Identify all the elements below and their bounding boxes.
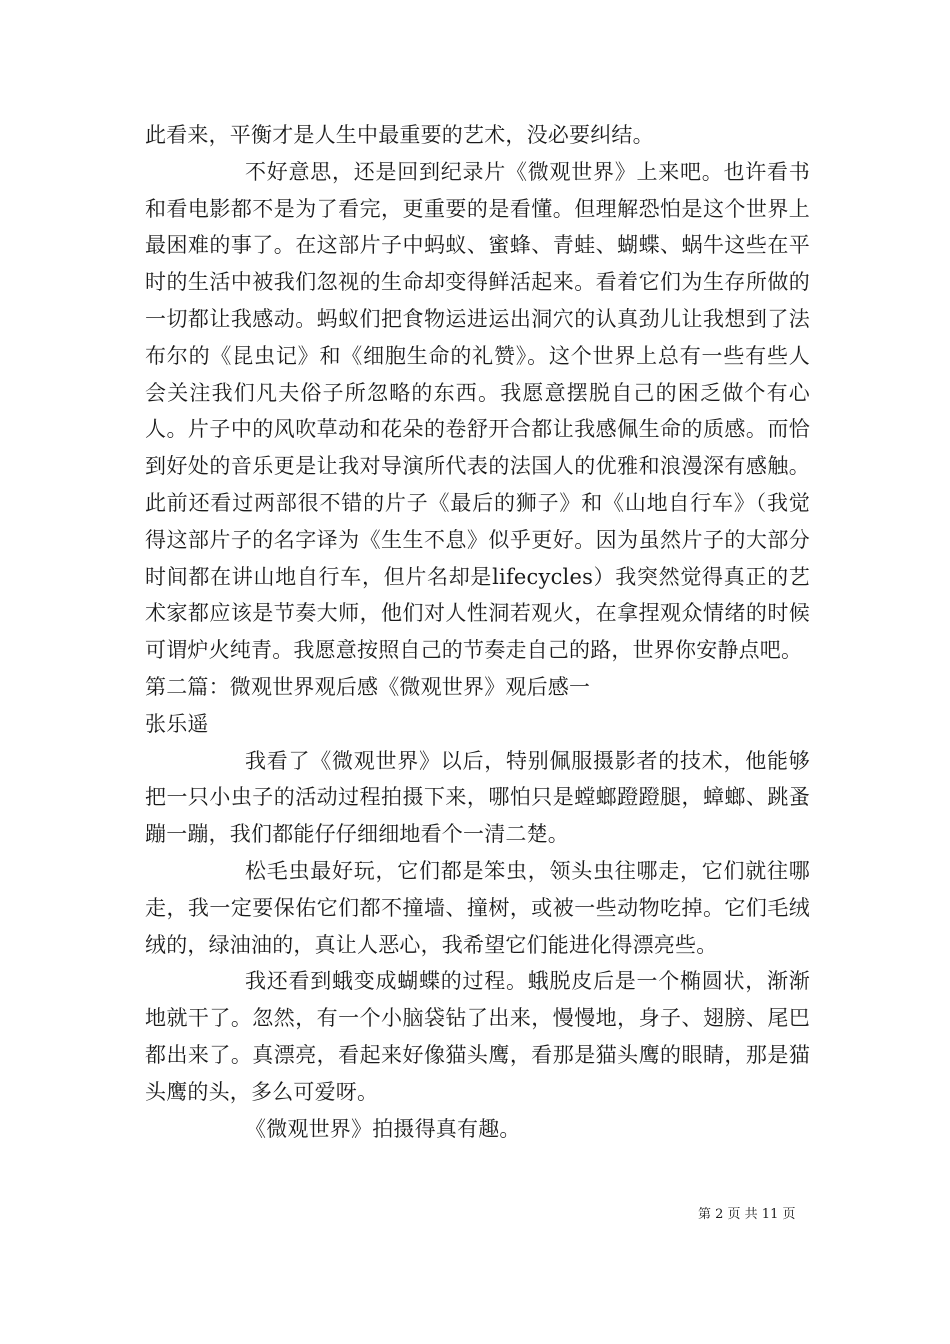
paragraph-butterfly: 我还看到蛾变成蝴蝶的过程。蛾脱皮后是一个椭圆状，渐渐地就干了。忽然，有一个小脑袋钻了出来，慢慢地，身子、翅膀、尾巴都出来了。真漂亮，看起来好像猫头鹰，看那是猫头鹰的眼睛，那是猫头鹰的头，多么可爱呀。 [145,969,810,1104]
paragraph-caterpillar: 松毛虫最好玩，它们都是笨虫，领头虫往哪走，它们就往哪走，我一定要保佑它们都不撞墙、撞树，或被一些动物吃掉。它们毛绒绒的，绿油油的，真让人恶心，我希望它们能进化得漂亮些。 [145,858,810,957]
paragraph-photographer: 我看了《微观世界》以后，特别佩服摄影者的技术，他能够把一只小虫子的活动过程拍摄下来，哪怕只是螳螂蹬蹬腿，蟑螂、跳蚤蹦一蹦，我们都能仔仔细细地看个一清二楚。 [145,748,810,847]
author-name: 张乐遥 [145,711,209,736]
paragraph-documentary-review: 不好意思，还是回到纪录片《微观世界》上来吧。也许看书和看电影都不是为了看完，更重要的是看懂。但理解恐怕是这个世界上最困难的事了。在这部片子中蚂蚁、蜜蜂、青蛙、蝴蝶、蜗牛这些在平时的生活中被我们忽视的生命却变得鲜活起来。看着它们为生存所做的一切都让我感动。蚂蚁们把食物运进运出洞穴的认真劲儿让我想到了法布尔的《昆虫记》和《细胞生命的礼赞》。这个世界上总有一些有些人会关注我们凡夫俗子所忽略的东西。我愿意摆脱自己的困乏做个有心人。片子中的风吹草动和花朵的卷舒开合都让我感佩生命的质感。而恰到好处的音乐更是让我对导演所代表的法国人的优雅和浪漫深有感触。此前还看过两部很不错的片子《最后的狮子》和《山地自行车》（我觉得这部片子的名字译为《生生不息》似乎更好。因为虽然片子的大部分时间都在讲山地自行车，但片名却是lifecycles）我突然觉得真正的艺术家都应该是节奏大师，他们对人性洞若观火，在拿捏观众情绪的时候可谓炉火纯青。我愿意按照自己的节奏走自己的路，世界你安静点吧。 [145,159,810,663]
paragraph-continuation: 此看来，平衡才是人生中最重要的艺术，没必要纠结。 [145,123,654,147]
section-heading: 第二篇：微观世界观后感《微观世界》观后感一 [145,674,591,699]
paragraph-conclusion: 《微观世界》拍摄得真有趣。 [245,1116,521,1141]
page-number-footer: 第 2 页 共 11 页 [698,1207,796,1222]
document-body [145,117,810,1147]
